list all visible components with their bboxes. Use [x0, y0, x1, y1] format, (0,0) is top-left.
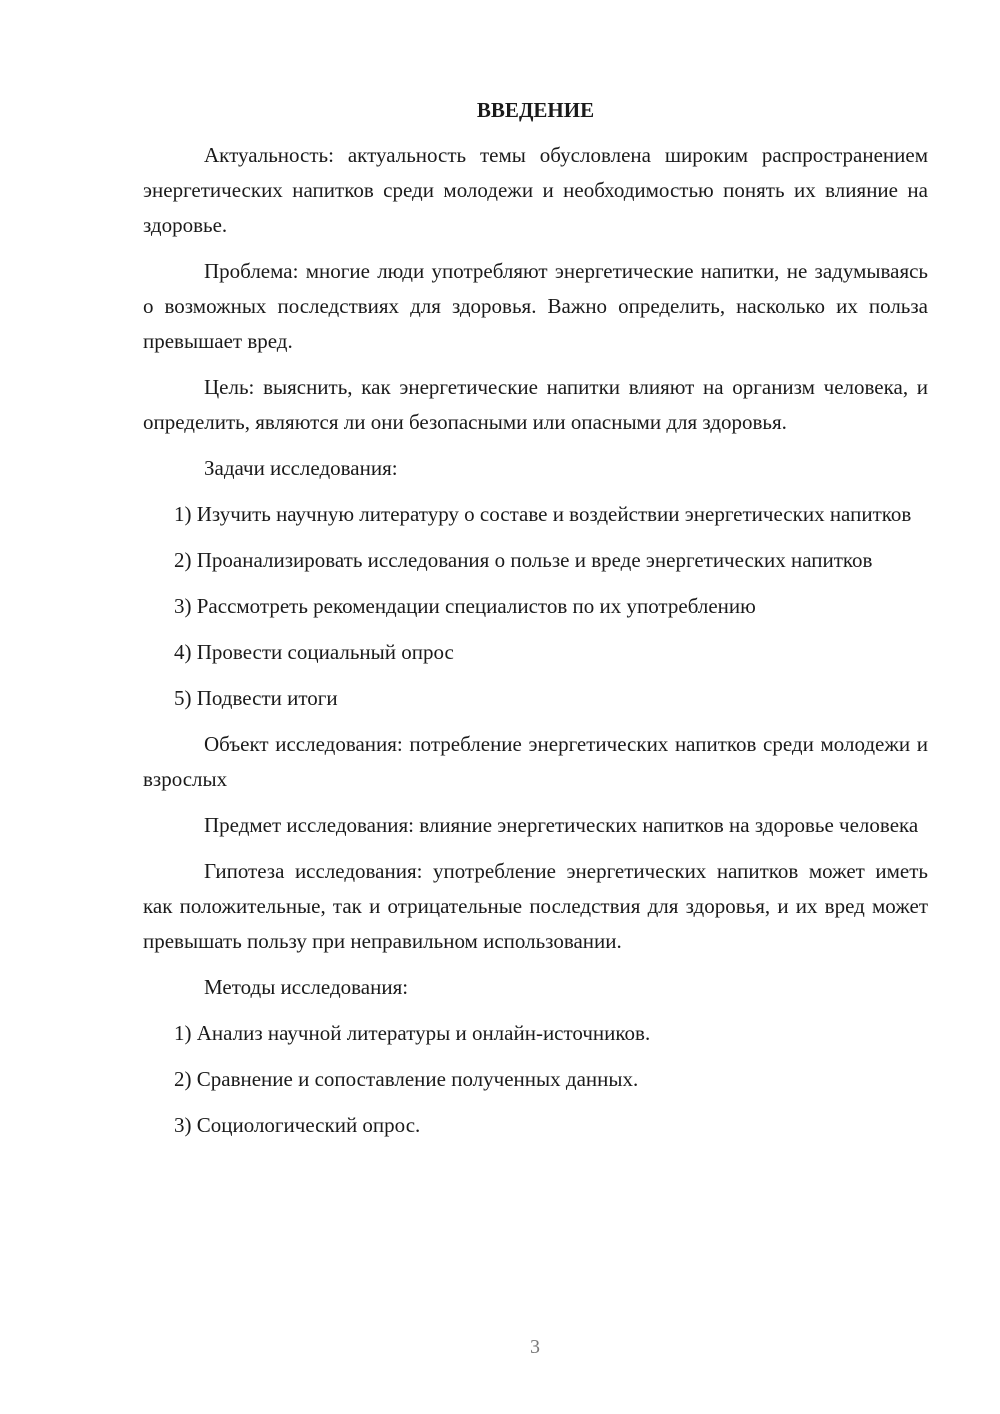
problem-paragraph: Проблема: многие люди употребляют энергетические напитки, не задумываясь о возможных последствиях для здоровья. Важно определить, насколько их польза превышает вред. [143, 259, 928, 353]
task-item-2: 2) Проанализировать исследования о пользе и вреде энергетических напитков [174, 548, 873, 572]
task-item-5: 5) Подвести итоги [174, 686, 338, 710]
hypothesis-paragraph: Гипотеза исследования: употребление энергетических напитков может иметь как положительные, так и отрицательные последствия для здоровья, и их вред может превышать пользу при неправильном использовании. [143, 859, 928, 953]
task-item-1: 1) Изучить научную литературу о составе и воздействии энергетических напитков [174, 502, 912, 526]
page-number: 3 [530, 1336, 540, 1358]
relevance-paragraph: Актуальность: актуальность темы обусловлена широким распространением энергетических напитков среди молодежи и необходимостью понять их влияние на здоровье. [143, 143, 928, 237]
task-item-4: 4) Провести социальный опрос [174, 640, 454, 664]
task-item-3: 3) Рассмотреть рекомендации специалистов по их употреблению [174, 594, 756, 618]
object-paragraph: Объект исследования: потребление энергетических напитков среди молодежи и взрослых [143, 732, 928, 791]
section-title: ВВЕДЕНИЕ [476, 98, 595, 122]
method-item-2: 2) Сравнение и сопоставление полученных данных. [174, 1067, 639, 1091]
page-content [143, 93, 928, 1154]
method-item-1: 1) Анализ научной литературы и онлайн-источников. [174, 1021, 651, 1045]
method-item-3: 3) Социологический опрос. [174, 1113, 421, 1137]
goal-paragraph: Цель: выяснить, как энергетические напитки влияют на организм человека, и определить, являются ли они безопасными или опасными для здоровья. [143, 375, 928, 434]
tasks-heading: Задачи исследования: [204, 456, 398, 480]
subject-paragraph: Предмет исследования: влияние энергетических напитков на здоровье человека [204, 813, 919, 837]
methods-heading: Методы исследования: [204, 975, 409, 999]
